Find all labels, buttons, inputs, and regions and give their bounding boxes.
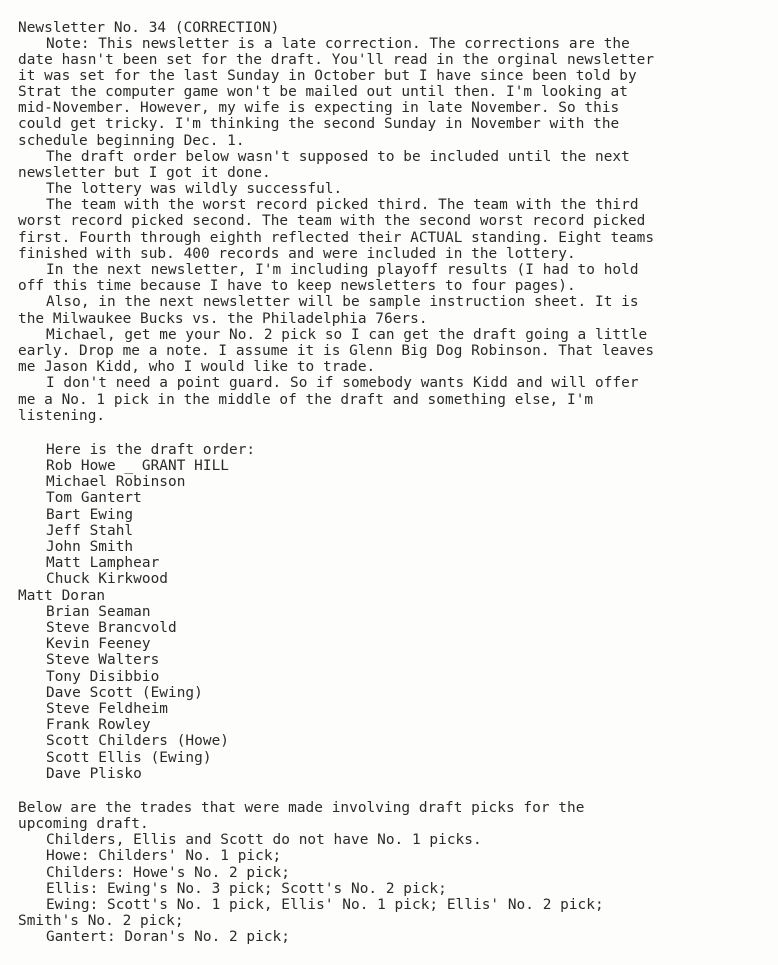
- draft-pick: Scott Ellis (Ewing): [46, 750, 212, 766]
- paragraph-line: worst record picked second. The team with the second worst record picked: [18, 213, 646, 229]
- paragraph-line: The draft order below wasn't supposed to be included until the next: [46, 149, 630, 165]
- paragraph-line: In the next newsletter, I'm including playoff results (I had to hold: [46, 262, 639, 278]
- paragraph-line: Michael, get me your No. 2 pick so I can get the draft going a little: [46, 327, 648, 343]
- trades-intro: upcoming draft.: [18, 816, 149, 832]
- paragraph-line: early. Drop me a note. I assume it is Glenn Big Dog Robinson. That leaves: [18, 343, 655, 359]
- draft-pick: Steve Feldheim: [46, 701, 168, 717]
- paragraph-line: off this time because I have to keep newsletters to four pages).: [18, 278, 576, 294]
- paragraph-line: schedule beginning Dec. 1.: [18, 133, 245, 149]
- draft-pick: Jeff Stahl: [46, 523, 134, 539]
- paragraph-line: mid-November. However, my wife is expecting in late November. So this: [18, 100, 620, 116]
- paragraph-line: listening.: [18, 408, 106, 424]
- paragraph-line: could get tricky. I'm thinking the second Sunday in November with the: [18, 116, 620, 132]
- draft-pick: Dave Scott (Ewing): [46, 685, 203, 701]
- draft-pick: Kevin Feeney: [46, 636, 151, 652]
- trade-item: Ellis: Ewing's No. 3 pick; Scott's No. 2 pick;: [46, 881, 447, 897]
- paragraph-line: finished with sub. 400 records and were included in the lottery.: [18, 246, 576, 262]
- draft-pick: Steve Brancvold: [46, 620, 177, 636]
- draft-pick: Rob Howe _ GRANT HILL: [46, 458, 229, 474]
- paragraph-line: Note: This newsletter is a late correction. The corrections are the: [46, 36, 630, 52]
- draft-pick: Brian Seaman: [46, 604, 151, 620]
- trade-item: Childers: Howe's No. 2 pick;: [46, 865, 290, 881]
- paragraph-line: me a No. 1 pick in the middle of the draft and something else, I'm: [18, 392, 594, 408]
- draft-pick: Chuck Kirkwood: [46, 571, 168, 587]
- draft-pick: Steve Walters: [46, 652, 160, 668]
- draft-order-heading: Here is the draft order:: [46, 442, 256, 458]
- paragraph-line: the Milwaukee Bucks vs. the Philadelphia 76ers.: [18, 311, 428, 327]
- draft-pick: Michael Robinson: [46, 474, 186, 490]
- trade-item: Smith's No. 2 pick;: [18, 913, 184, 929]
- paragraph-line: date hasn't been set for the draft. You'll read in the orginal newsletter: [18, 52, 655, 68]
- paragraph-line: Strat the computer game won't be mailed out until then. I'm looking at: [18, 84, 628, 100]
- draft-pick: Tom Gantert: [46, 490, 142, 506]
- draft-pick: Dave Plisko: [46, 766, 142, 782]
- trade-item: Ewing: Scott's No. 1 pick, Ellis' No. 1 pick; Ellis' No. 2 pick;: [46, 897, 604, 913]
- paragraph-line: The lottery was wildly successful.: [46, 181, 343, 197]
- paragraph-line: first. Fourth through eighth reflected their ACTUAL standing. Eight teams: [18, 230, 655, 246]
- draft-pick: Frank Rowley: [46, 717, 151, 733]
- draft-pick: John Smith: [46, 539, 134, 555]
- paragraph-line: The team with the worst record picked third. The team with the third: [46, 197, 639, 213]
- trades-intro: Below are the trades that were made involving draft picks for the: [18, 800, 585, 816]
- paragraph-line: it was set for the last Sunday in October but I have since been told by: [18, 68, 637, 84]
- draft-pick: Tony Disibbio: [46, 669, 160, 685]
- trade-item: Gantert: Doran's No. 2 pick;: [46, 929, 290, 945]
- paragraph-line: newsletter but I got it done.: [18, 165, 271, 181]
- paragraph-line: Also, in the next newsletter will be sample instruction sheet. It is: [46, 294, 639, 310]
- draft-pick: Bart Ewing: [46, 507, 134, 523]
- draft-pick: Scott Childers (Howe): [46, 733, 229, 749]
- draft-pick: Matt Doran: [18, 588, 106, 604]
- paragraph-line: me Jason Kidd, who I would like to trade.: [18, 359, 376, 375]
- trade-item: Howe: Childers' No. 1 pick;: [46, 848, 282, 864]
- draft-pick: Matt Lamphear: [46, 555, 160, 571]
- paragraph-line: I don't need a point guard. So if somebody wants Kidd and will offer: [46, 375, 639, 391]
- trade-item: Childers, Ellis and Scott do not have No. 1 picks.: [46, 832, 482, 848]
- newsletter-title: Newsletter No. 34 (CORRECTION): [18, 20, 280, 36]
